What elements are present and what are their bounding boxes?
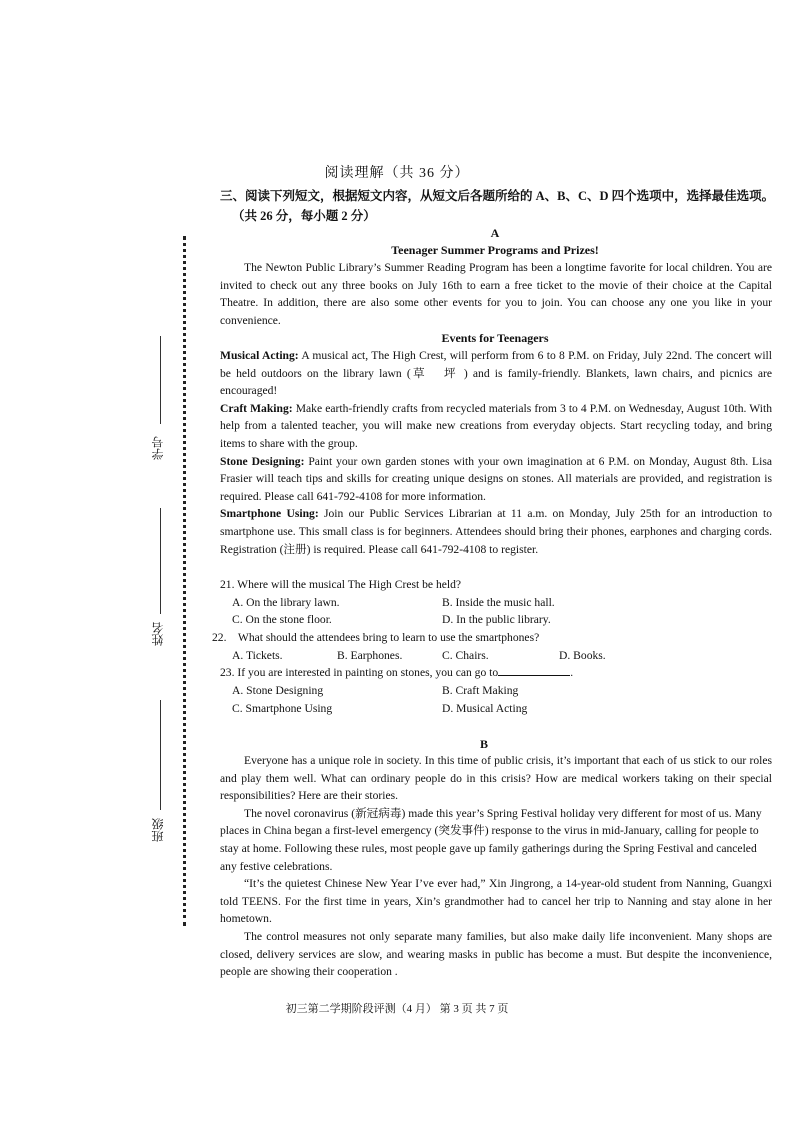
event-smartphone-using: Smartphone Using: Join our Public Services Librarian at 11 a.m. on Monday, July 25th for an introduction to smartphone use. This small class is for beginners. Attendees should bring their phones, earphones and charging cords. Registration (注册) is required. Please call 641-792-4108 to register.: [220, 507, 773, 556]
page-footer: 初三第二学期阶段评测（4 月） 第 3 页 共 7 页: [285, 1003, 509, 1015]
instruction-line-1: 三、阅读下列短文，根据短文内容，从短文后各题所给的 A、B、C、D 四个选项中，选择最佳选项。: [220, 189, 775, 203]
option-23-c: C. Smartphone Using: [232, 702, 333, 715]
section-title: 阅读理解（共 36 分）: [324, 166, 470, 181]
passage-b-paragraph: Everyone has a unique role in society. In this time of public crisis, it’s important that each of us stick to our roles and play them well. What can ordinary people do in this crisis? How are medical workers taking on their special responsibilities? Here are their stories.: [220, 754, 772, 803]
passage-b-body: [220, 752, 772, 981]
option-22-b: B. Earphones.: [337, 649, 403, 662]
option-21-a: A. On the library lawn.: [232, 596, 340, 609]
event-label: Stone Designing:: [220, 454, 305, 468]
option-23-d: D. Musical Acting: [442, 702, 528, 715]
answer-blank: [498, 664, 570, 676]
events-title: Events for Teenagers: [441, 331, 549, 345]
cn-gloss: 草 坪: [410, 366, 464, 380]
passage-a-intro: The Newton Public Library’s Summer Reading Program has been a longtime favorite for local children. You are invited to check out any three books on July 16th to earn a free ticket to the movie of their choice at the Capital Theatre. In addition, there are also some other events for you to join. You can choose any one you like in your convenience.: [220, 261, 772, 327]
event-label: Craft Making:: [220, 401, 293, 415]
events-list: [220, 347, 772, 558]
question-23: 23. If you are interested in painting on stones, you can go to .: [220, 666, 574, 679]
option-22-c: C. Chairs.: [442, 649, 489, 662]
class-line: [160, 700, 161, 810]
option-21-b: B. Inside the music hall.: [442, 596, 555, 609]
class-label: 班级: [151, 818, 165, 842]
option-22-a: A. Tickets.: [232, 649, 283, 662]
passage-b-paragraph: The novel coronavirus (新冠病毒) made this year’s Spring Festival holiday very different for most of us. Many places in China began a first-level emergency (突发事件) response to the virus in mid-January, calling for people to stay at home. Following these rules, most people gave up family gatherings during the Spring Festival and canceled any festive celebrations.: [220, 806, 762, 873]
option-22-d: D. Books.: [559, 649, 606, 662]
event-label: Smartphone Using:: [220, 507, 319, 521]
option-23-a: A. Stone Designing: [232, 684, 324, 697]
passage-b-paragraph: “It’s the quietest Chinese New Year I’ve ever had,” Xin Jingrong, a 14-year-old student from Nanning, Guangxi told TEENS. For the first time in years, Xin’s grandmother had to cancel her trip to Nanning and stay alone in her hometown.: [220, 877, 772, 926]
option-21-d: D. In the public library.: [442, 613, 551, 626]
option-21-c: C. On the stone floor.: [232, 613, 332, 626]
event-musical-acting: Musical Acting: A musical act, The High Crest, will perform from 6 to 8 P.M. on Friday, July 22nd. The concert will be held outdoors on the library lawn (草 坪) and is family-friendly. Blankets, lawn chairs, and picnics are encouraged!: [220, 349, 772, 398]
instruction-line-2: （共 26 分，每小题 2 分）: [232, 209, 376, 223]
passage-a-letter: A: [490, 226, 500, 240]
passage-b-paragraph: The control measures not only separate many families, but also make daily life inconvenient. Many shops are closed, delivery services are slow, and wearing masks in public has become a must. But despite the inconvenience, people are showing their cooperation .: [220, 929, 772, 979]
name-label: 姓名: [151, 622, 165, 646]
passage-a-title: Teenager Summer Programs and Prizes!: [391, 243, 599, 257]
question-22: 22. What should the attendees bring to learn to use the smartphones?: [212, 631, 540, 644]
student-no-label: 学号: [151, 436, 165, 460]
passage-b-letter: B: [479, 737, 488, 751]
student-no-line: [160, 336, 161, 424]
option-23-b: B. Craft Making: [442, 684, 519, 697]
event-label: Musical Acting:: [220, 349, 299, 362]
event-craft-making: Craft Making: Make earth-friendly crafts from recycled materials from 3 to 4 P.M. on Wednesday, August 10th. With help from a talented teacher, you will make new creations from everyday objects. Start recycling today, and bring items to share with the group.: [220, 401, 773, 450]
question-21: 21. Where will the musical The High Crest be held?: [220, 578, 462, 591]
name-line: [160, 508, 161, 614]
event-stone-designing: Stone Designing: Paint your own garden stones with your own imagination at 6 P.M. on Monday, August 8th. Lisa Frasier will teach tips and skills for creating unique designs on stones. All materials are provided, and registration is required. Please call 641-792-4108 for more information.: [220, 454, 773, 503]
